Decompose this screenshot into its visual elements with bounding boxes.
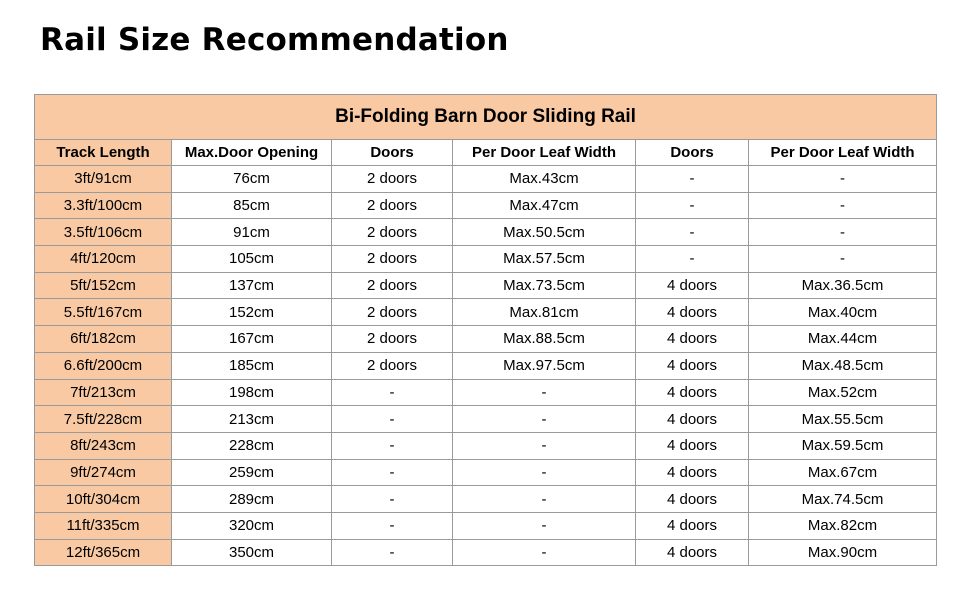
doors-2-cell: -: [332, 406, 453, 433]
leaf-width-2-cell: -: [453, 539, 636, 566]
leaf-width-4-cell: Max.48.5cm: [749, 352, 937, 379]
doors-2-cell: 2 doors: [332, 192, 453, 219]
track-length-cell: 12ft/365cm: [35, 539, 172, 566]
leaf-width-2-cell: Max.43cm: [453, 166, 636, 193]
doors-4-cell: 4 doors: [636, 539, 749, 566]
doors-2-cell: 2 doors: [332, 352, 453, 379]
header-track-length: Track Length: [35, 140, 172, 166]
table-row: [35, 539, 937, 566]
page-title: Rail Size Recommendation: [40, 22, 509, 58]
track-length-cell: 11ft/335cm: [35, 512, 172, 539]
doors-4-cell: 4 doors: [636, 432, 749, 459]
doors-4-cell: -: [636, 166, 749, 193]
track-length-cell: 10ft/304cm: [35, 486, 172, 513]
leaf-width-2-cell: Max.97.5cm: [453, 352, 636, 379]
track-length-cell: 3.3ft/100cm: [35, 192, 172, 219]
table-row: [35, 352, 937, 379]
doors-4-cell: 4 doors: [636, 459, 749, 486]
leaf-width-2-cell: Max.88.5cm: [453, 326, 636, 353]
leaf-width-2-cell: Max.57.5cm: [453, 246, 636, 273]
track-length-cell: 4ft/120cm: [35, 246, 172, 273]
track-length-cell: 3ft/91cm: [35, 166, 172, 193]
table-body: [35, 166, 937, 566]
doors-4-cell: 4 doors: [636, 326, 749, 353]
table-row: [35, 326, 937, 353]
doors-2-cell: 2 doors: [332, 272, 453, 299]
leaf-width-2-cell: -: [453, 379, 636, 406]
table-row: [35, 272, 937, 299]
max-door-opening-cell: 320cm: [172, 512, 332, 539]
table-row: [35, 486, 937, 513]
leaf-width-2-cell: Max.81cm: [453, 299, 636, 326]
leaf-width-2-cell: -: [453, 432, 636, 459]
max-door-opening-cell: 259cm: [172, 459, 332, 486]
max-door-opening-cell: 76cm: [172, 166, 332, 193]
max-door-opening-cell: 213cm: [172, 406, 332, 433]
track-length-cell: 5.5ft/167cm: [35, 299, 172, 326]
doors-2-cell: -: [332, 539, 453, 566]
max-door-opening-cell: 167cm: [172, 326, 332, 353]
leaf-width-4-cell: Max.55.5cm: [749, 406, 937, 433]
leaf-width-2-cell: Max.47cm: [453, 192, 636, 219]
track-length-cell: 7ft/213cm: [35, 379, 172, 406]
table-caption: Bi-Folding Barn Door Sliding Rail: [35, 95, 937, 140]
max-door-opening-cell: 185cm: [172, 352, 332, 379]
max-door-opening-cell: 198cm: [172, 379, 332, 406]
header-leaf-width-2: Per Door Leaf Width: [453, 140, 636, 166]
track-length-cell: 3.5ft/106cm: [35, 219, 172, 246]
max-door-opening-cell: 228cm: [172, 432, 332, 459]
leaf-width-4-cell: Max.44cm: [749, 326, 937, 353]
doors-4-cell: 4 doors: [636, 272, 749, 299]
table-row: [35, 406, 937, 433]
header-doors-4: Doors: [636, 140, 749, 166]
header-leaf-width-4: Per Door Leaf Width: [749, 140, 937, 166]
doors-2-cell: 2 doors: [332, 299, 453, 326]
doors-4-cell: 4 doors: [636, 512, 749, 539]
leaf-width-2-cell: -: [453, 512, 636, 539]
leaf-width-4-cell: -: [749, 246, 937, 273]
rail-size-table: [34, 94, 937, 566]
leaf-width-4-cell: -: [749, 192, 937, 219]
leaf-width-2-cell: -: [453, 486, 636, 513]
leaf-width-4-cell: Max.74.5cm: [749, 486, 937, 513]
doors-2-cell: -: [332, 432, 453, 459]
table-row: [35, 299, 937, 326]
doors-4-cell: 4 doors: [636, 406, 749, 433]
doors-2-cell: -: [332, 459, 453, 486]
max-door-opening-cell: 289cm: [172, 486, 332, 513]
table-row: [35, 432, 937, 459]
header-max-door-opening: Max.Door Opening: [172, 140, 332, 166]
leaf-width-2-cell: Max.50.5cm: [453, 219, 636, 246]
track-length-cell: 9ft/274cm: [35, 459, 172, 486]
doors-4-cell: 4 doors: [636, 486, 749, 513]
max-door-opening-cell: 350cm: [172, 539, 332, 566]
max-door-opening-cell: 152cm: [172, 299, 332, 326]
max-door-opening-cell: 85cm: [172, 192, 332, 219]
leaf-width-2-cell: -: [453, 406, 636, 433]
leaf-width-4-cell: Max.40cm: [749, 299, 937, 326]
max-door-opening-cell: 137cm: [172, 272, 332, 299]
table-row: [35, 459, 937, 486]
doors-4-cell: 4 doors: [636, 352, 749, 379]
leaf-width-4-cell: Max.59.5cm: [749, 432, 937, 459]
leaf-width-4-cell: Max.90cm: [749, 539, 937, 566]
max-door-opening-cell: 105cm: [172, 246, 332, 273]
track-length-cell: 7.5ft/228cm: [35, 406, 172, 433]
max-door-opening-cell: 91cm: [172, 219, 332, 246]
doors-2-cell: -: [332, 379, 453, 406]
leaf-width-4-cell: Max.36.5cm: [749, 272, 937, 299]
leaf-width-4-cell: -: [749, 166, 937, 193]
track-length-cell: 8ft/243cm: [35, 432, 172, 459]
doors-4-cell: 4 doors: [636, 379, 749, 406]
doors-2-cell: -: [332, 512, 453, 539]
doors-2-cell: -: [332, 486, 453, 513]
track-length-cell: 5ft/152cm: [35, 272, 172, 299]
table-row: [35, 166, 937, 193]
table-header-row: [35, 140, 937, 166]
header-doors-2: Doors: [332, 140, 453, 166]
table-caption-row: [35, 95, 937, 140]
leaf-width-2-cell: -: [453, 459, 636, 486]
leaf-width-4-cell: Max.67cm: [749, 459, 937, 486]
doors-4-cell: -: [636, 246, 749, 273]
track-length-cell: 6.6ft/200cm: [35, 352, 172, 379]
table-row: [35, 192, 937, 219]
doors-4-cell: -: [636, 192, 749, 219]
doors-2-cell: 2 doors: [332, 246, 453, 273]
doors-2-cell: 2 doors: [332, 326, 453, 353]
table-row: [35, 379, 937, 406]
table-row: [35, 219, 937, 246]
table-row: [35, 246, 937, 273]
leaf-width-2-cell: Max.73.5cm: [453, 272, 636, 299]
doors-4-cell: -: [636, 219, 749, 246]
doors-2-cell: 2 doors: [332, 166, 453, 193]
leaf-width-4-cell: Max.52cm: [749, 379, 937, 406]
doors-2-cell: 2 doors: [332, 219, 453, 246]
leaf-width-4-cell: -: [749, 219, 937, 246]
table-row: [35, 512, 937, 539]
doors-4-cell: 4 doors: [636, 299, 749, 326]
leaf-width-4-cell: Max.82cm: [749, 512, 937, 539]
track-length-cell: 6ft/182cm: [35, 326, 172, 353]
